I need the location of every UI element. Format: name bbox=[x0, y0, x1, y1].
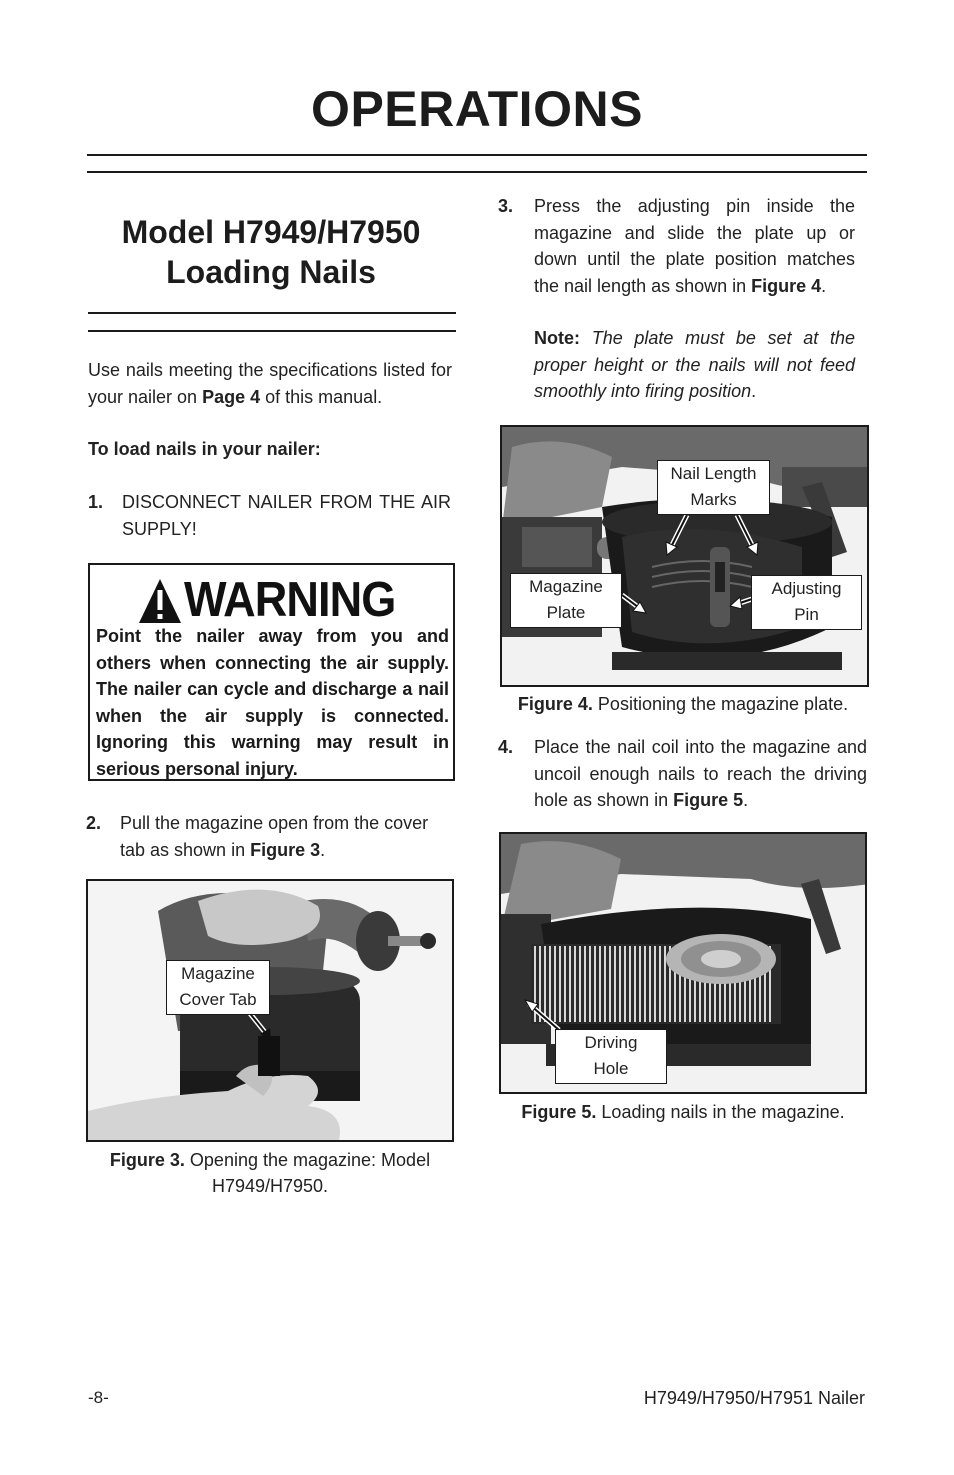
section-rule-bottom bbox=[88, 330, 456, 332]
figure-5-callout-driving-hole bbox=[555, 1029, 667, 1084]
intro-page-ref: Page 4 bbox=[202, 386, 261, 407]
step-1-number: 1. bbox=[88, 492, 104, 512]
load-heading-text: To load nails in your nailer: bbox=[88, 439, 321, 459]
footer-model: H7949/H7950/H7951 Nailer bbox=[643, 1388, 865, 1408]
step-4-end: . bbox=[743, 790, 749, 810]
intro-text: Use nails meeting the specifications listed for your nailer on bbox=[88, 360, 452, 407]
figure-3-illustration bbox=[88, 881, 454, 1142]
figure-3-caption bbox=[86, 1147, 454, 1199]
step-4 bbox=[498, 734, 867, 816]
step-3-figure-ref: Figure 4 bbox=[751, 275, 822, 296]
step-3-end: . bbox=[821, 275, 827, 296]
step-1-text: DISCONNECT NAILER FROM THE AIR SUPPLY! bbox=[122, 492, 451, 539]
page-number: -8- bbox=[88, 1388, 109, 1407]
figure-4-callout-adjusting-pin bbox=[751, 575, 862, 630]
figure-4-caption bbox=[498, 691, 868, 717]
figure-5-label: Figure 5. bbox=[521, 1102, 597, 1122]
step-2-end: . bbox=[320, 839, 326, 860]
figure-3-caption-line2: H7949/H7950. bbox=[211, 1176, 329, 1196]
note-label: Note: bbox=[534, 328, 580, 348]
callout-line: Plate bbox=[546, 603, 586, 622]
figure-4-label: Figure 4. bbox=[517, 694, 593, 714]
step-4-body: Place the nail coil into the magazine and uncoil enough nails to reach the driving hole as shown in bbox=[534, 737, 867, 810]
step-3-number: 3. bbox=[498, 196, 514, 216]
step-2 bbox=[86, 810, 454, 870]
callout-line: Nail Length bbox=[670, 464, 757, 483]
figure-4-callout-nail-length-marks bbox=[657, 460, 770, 515]
step-3-text bbox=[534, 193, 855, 299]
figure-5-caption-text: Loading nails in the magazine. bbox=[596, 1102, 845, 1122]
figure-3-callout-cover-tab bbox=[166, 960, 270, 1015]
warning-heading bbox=[138, 571, 428, 629]
title-rule-top bbox=[87, 154, 867, 156]
title-rule-bottom bbox=[87, 171, 867, 173]
step-2-figure-ref: Figure 3 bbox=[250, 839, 321, 860]
callout-line: Pin bbox=[794, 605, 819, 624]
step-4-figure-ref: Figure 5 bbox=[673, 790, 744, 810]
section-title bbox=[88, 212, 454, 292]
callout-line: Cover Tab bbox=[179, 990, 257, 1009]
section-rule-top bbox=[88, 312, 456, 314]
section-title-line1: Model H7949/H7950 bbox=[121, 214, 421, 250]
callout-line: Driving bbox=[584, 1033, 638, 1052]
step-2-number: 2. bbox=[86, 813, 102, 833]
warning-triangle-icon bbox=[138, 577, 182, 625]
warning-box bbox=[88, 563, 455, 781]
figure-4-callout-magazine-plate bbox=[510, 573, 622, 628]
load-heading bbox=[88, 436, 452, 463]
step-3-body: Press the adjusting pin inside the magazine and slide the plate up or down until the plate position matches the nail length as shown in bbox=[534, 196, 855, 296]
intro-text-end: of this manual. bbox=[260, 386, 383, 407]
step-1 bbox=[88, 489, 452, 549]
page-title: OPERATIONS bbox=[311, 81, 643, 137]
figure-3-caption-line1 bbox=[86, 1147, 454, 1173]
figure-5-photo bbox=[499, 832, 867, 1094]
step-2-text bbox=[120, 810, 454, 863]
callout-line: Hole bbox=[593, 1059, 629, 1078]
note-text: The plate must be set at the proper height or the nails will not feed smoothly into firing position bbox=[534, 328, 855, 401]
callout-line: Magazine bbox=[529, 577, 603, 596]
figure-3-photo bbox=[86, 879, 454, 1142]
note-paragraph bbox=[534, 325, 855, 405]
step-3 bbox=[498, 193, 855, 303]
callout-line: Adjusting bbox=[771, 579, 842, 598]
figure-3-caption-text: Opening the magazine: Model bbox=[184, 1150, 431, 1170]
step-4-text bbox=[534, 734, 867, 814]
step-4-number: 4. bbox=[498, 737, 514, 757]
figure-4-caption-text: Positioning the magazine plate. bbox=[592, 694, 849, 714]
step-2-body: Pull the magazine open from the cover tab as shown in bbox=[120, 813, 429, 860]
figure-5-caption bbox=[498, 1099, 868, 1125]
warning-heading-text: WARNING bbox=[184, 573, 396, 627]
note-end: . bbox=[751, 381, 757, 401]
intro-paragraph bbox=[88, 357, 452, 410]
warning-text: Point the nailer away from you and others when connecting the air supply. The nailer can cycle and discharge a nail when the air supply is connected. Ignoring this warning may result in serious personal injury. bbox=[96, 626, 449, 779]
callout-line: Magazine bbox=[181, 964, 255, 983]
figure-3-label: Figure 3. bbox=[109, 1150, 185, 1170]
callout-line: Marks bbox=[690, 490, 737, 509]
figure-4-photo bbox=[500, 425, 869, 687]
section-title-line2: Loading Nails bbox=[166, 254, 376, 290]
